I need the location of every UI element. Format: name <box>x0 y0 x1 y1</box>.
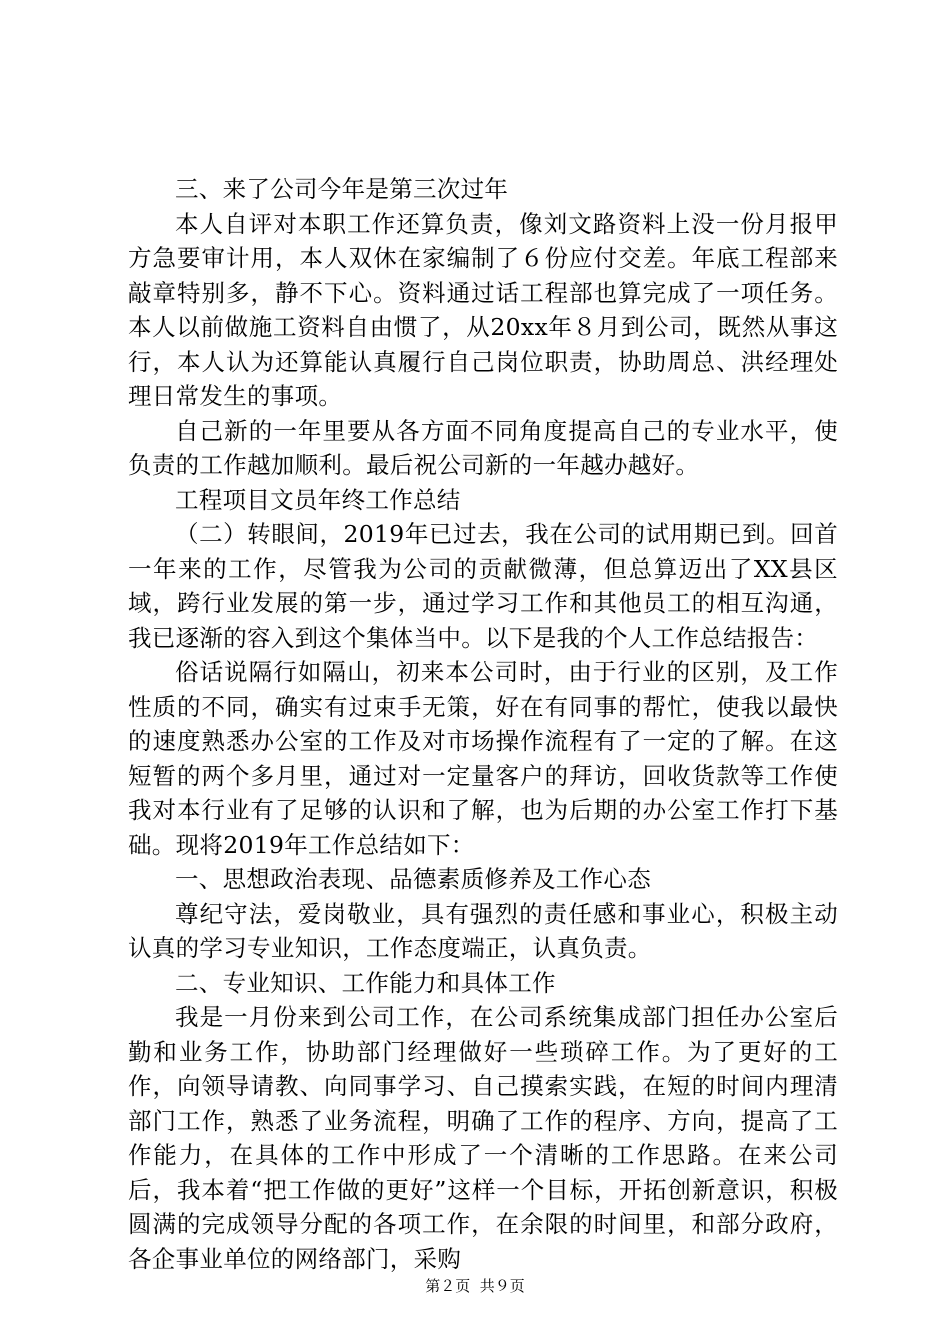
paragraph: 本人自评对本职工作还算负责，像刘文路资料上没一份月报甲方急要审计用，本人双休在家编制了６份应付交差。年底工程部来敲章特别多，静不下心。资料通过话工程部也算完成了一项任务。本人以前做施工资料自由惯了，从20xx年８月到公司，既然从事这行，本人认为还算能认真履行自己岗位职责，协助周总、洪经理处理日常发生的事项。 <box>128 209 838 410</box>
section-heading-3: 三、来了公司今年是第三次过年 <box>175 175 509 203</box>
paragraph: （二）转眼间，2019年已过去，我在公司的试用期已到。回首一年来的工作，尽管我为公司的贡献微薄，但总算迈出了XX县区域，跨行业发展的第一步，通过学习工作和其他员工的相互沟通，我已逐渐的容入到这个集体当中。以下是我的个人工作总结报告： <box>128 520 838 652</box>
paragraph: 尊纪守法，爱岗敬业，具有强烈的责任感和事业心，积极主动认真的学习专业知识，工作态度端正，认真负责。 <box>128 899 838 962</box>
paragraph: 自己新的一年里要从各方面不同角度提高自己的专业水平，使负责的工作越加顺利。最后祝公司新的一年越办越好。 <box>128 416 838 479</box>
section-heading-1: 一、思想政治表现、品德素质修养及工作心态 <box>175 865 651 893</box>
document-title: 工程项目文员年终工作总结 <box>175 485 461 514</box>
section-heading-2: 二、专业知识、工作能力和具体工作 <box>175 968 556 997</box>
page-number-footer: 第２页 共９页 <box>425 1277 525 1295</box>
paragraph: 俗话说隔行如隔山，初来本公司时，由于行业的区别，及工作性质的不同，确实有过束手无策，好在有同事的帮忙，使我以最快的速度熟悉办公室的工作及对市场操作流程有了一定的了解。在这短暂的两个多月里，通过对一定量客户的拜访，回收货款等工作使我对本行业有了足够的认识和了解，也为后期的办公室工作打下基础。现将2019年工作总结如下： <box>128 658 838 859</box>
paragraph: 我是一月份来到公司工作，在公司系统集成部门担任办公室后勤和业务工作，协助部门经理做好一些琐碎工作。为了更好的工作，向领导请教、向同事学习、自己摸索实践，在短的时间内理清部门工作，熟悉了业务流程，明确了工作的程序、方向，提高了工作能力，在具体的工作中形成了一个清晰的工作思路。在来公司后，我本着“把工作做的更好”这样一个目标，开拓创新意识，积极圆满的完成领导分配的各项工作，在余限的时间里，和部分政府，各企事业单位的网络部门，采购 <box>128 1003 838 1273</box>
document-body <box>128 172 838 1276</box>
